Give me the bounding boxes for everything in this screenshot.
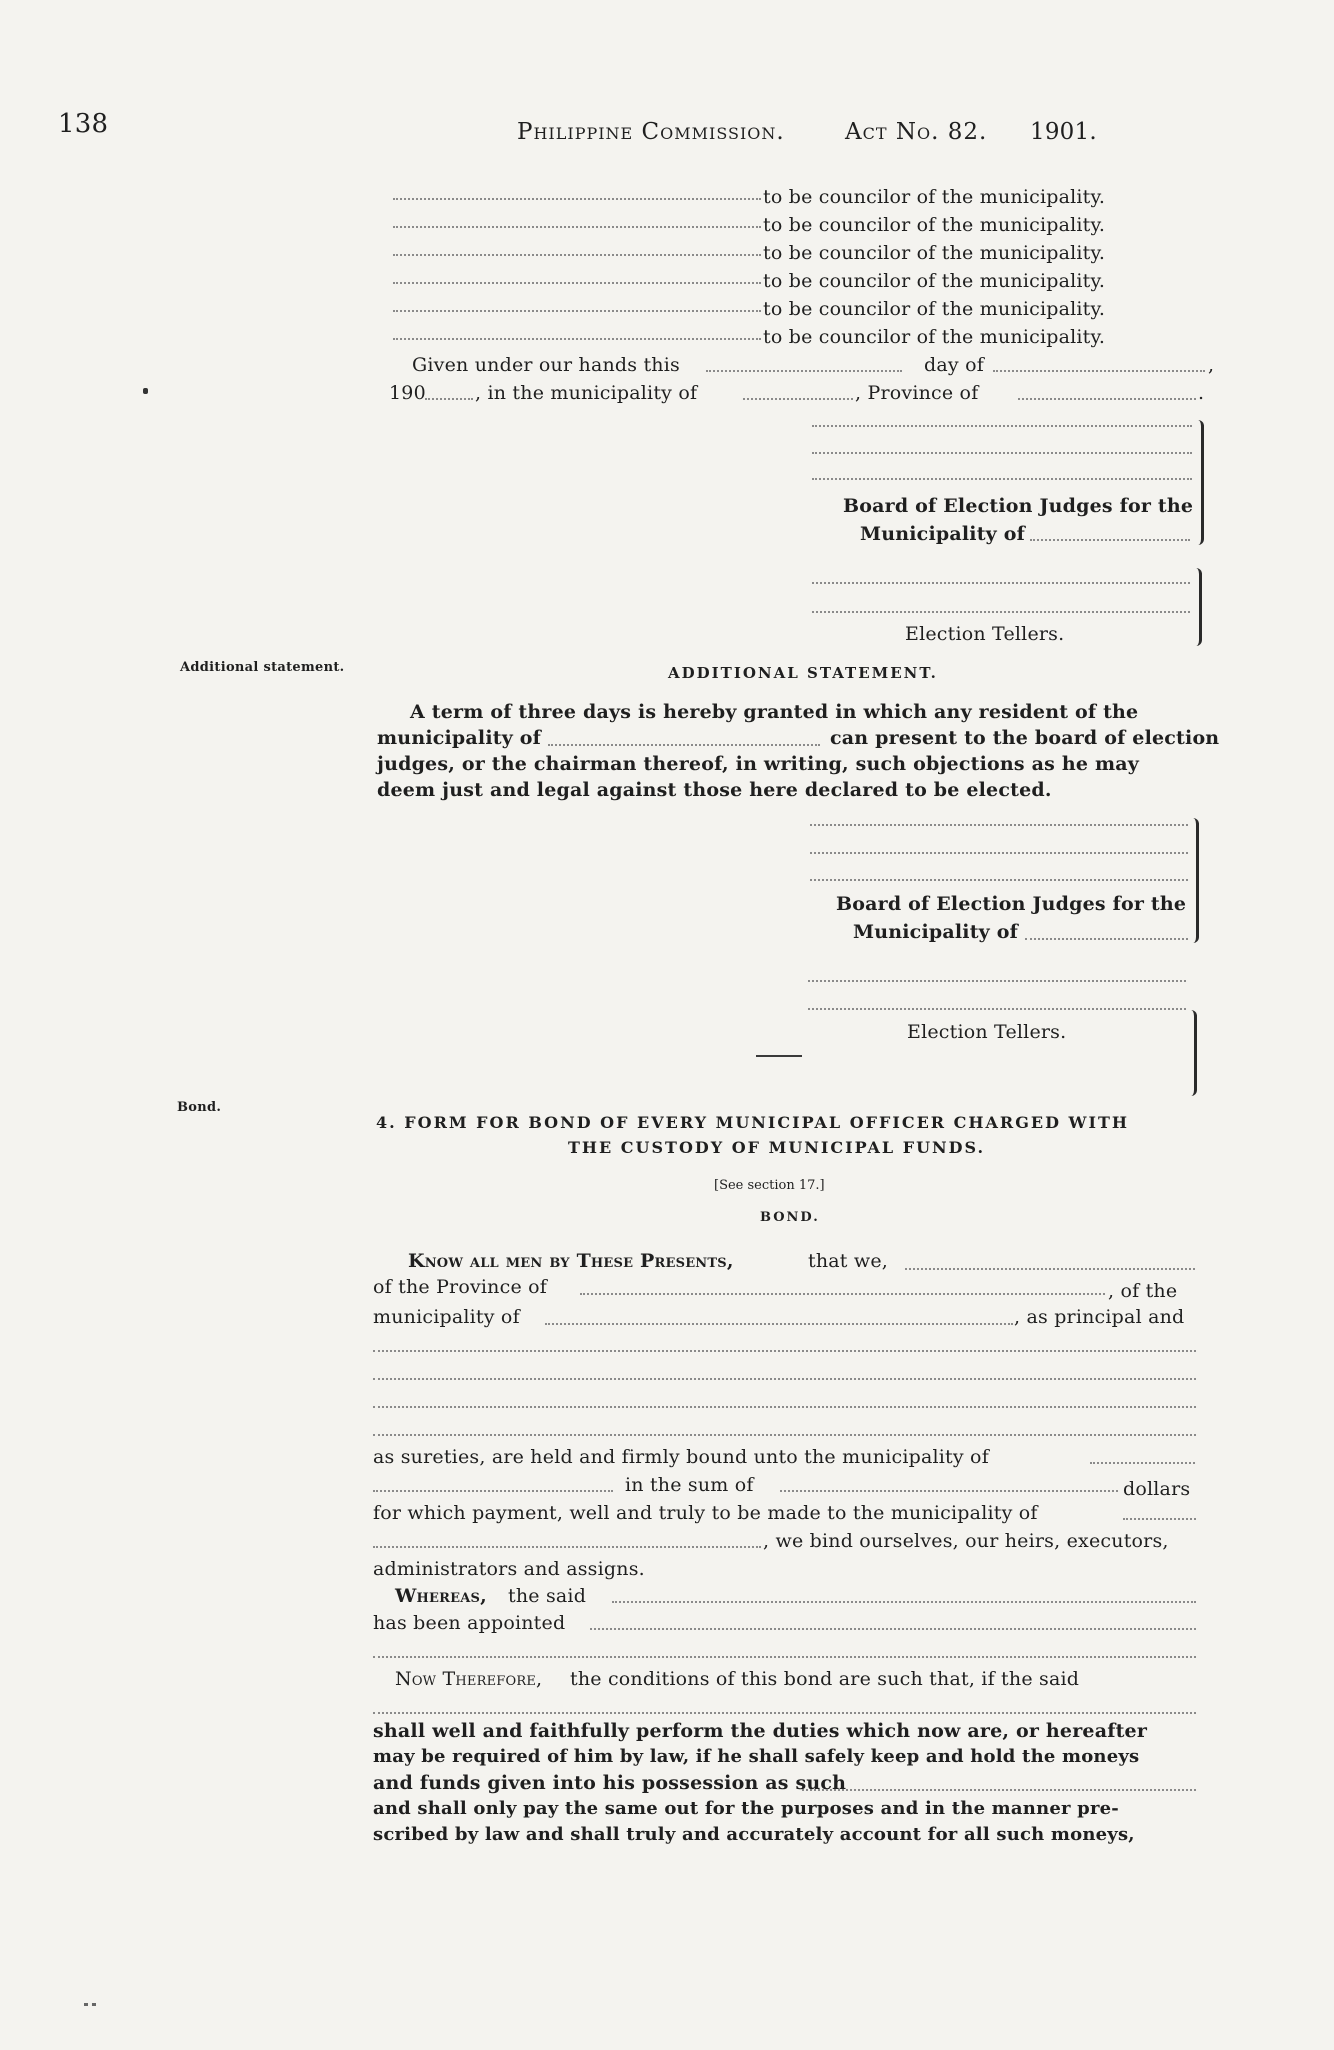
- bond-text: in the sum of: [625, 1474, 754, 1496]
- dotted-line: [1123, 1518, 1196, 1520]
- bond-text: the conditions of this bond are such that, if the said: [570, 1668, 1080, 1690]
- dotted-line: [580, 1293, 1105, 1295]
- councilor-line: to be councilor of the municipality.: [763, 298, 1106, 320]
- dotted-line: [1018, 398, 1196, 400]
- paragraph-line: can present to the board of election: [830, 727, 1220, 749]
- paragraph-line: deem just and legal against those here declared to be elected.: [377, 779, 1052, 801]
- whereas: Whereas,: [395, 1585, 487, 1607]
- dotted-line: [780, 1490, 1118, 1492]
- bond-text: has been appointed: [373, 1612, 566, 1634]
- section-reference: [See section 17.]: [714, 1178, 825, 1193]
- bond-text: , of the: [1108, 1280, 1178, 1302]
- dotted-line: [1090, 1462, 1195, 1464]
- form-heading-line2: THE CUSTODY OF MUNICIPAL FUNDS.: [568, 1138, 986, 1157]
- know-all-men: Know all men by These Presents,: [408, 1250, 734, 1272]
- given-text-a: Given under our hands this: [412, 354, 680, 376]
- signature-line: [810, 852, 1188, 854]
- section-heading: ADDITIONAL STATEMENT.: [668, 664, 938, 682]
- signature-line: [810, 824, 1188, 826]
- bracket: [1195, 420, 1204, 545]
- dotted-line: [393, 226, 761, 228]
- dotted-line: [545, 1323, 1013, 1325]
- given-municipality: , in the municipality of: [475, 382, 698, 404]
- tellers-label: Election Tellers.: [905, 623, 1065, 645]
- surety-line: [373, 1378, 1196, 1380]
- dotted-line: [373, 1490, 613, 1492]
- page-number: 138: [58, 109, 109, 139]
- year: 1901.: [1030, 119, 1097, 145]
- surety-line: [373, 1350, 1196, 1352]
- surety-line: [373, 1406, 1196, 1408]
- section-divider: [756, 1055, 802, 1057]
- given-period: .: [1198, 382, 1205, 404]
- board-municipality: Municipality of: [853, 921, 1018, 943]
- dotted-line: [612, 1601, 1196, 1603]
- councilor-line: to be councilor of the municipality.: [763, 326, 1106, 348]
- dotted-line: [393, 198, 761, 200]
- dotted-line: [393, 310, 761, 312]
- bond-text: municipality of: [373, 1306, 520, 1328]
- bond-text: may be required of him by law, if he shall safely keep and hold the moneys: [373, 1746, 1140, 1767]
- bond-text: that we,: [808, 1250, 889, 1272]
- bond-text: of the Province of: [373, 1276, 548, 1298]
- signature-line: [810, 879, 1188, 881]
- bracket: [1188, 1010, 1197, 1096]
- dotted-line: [373, 1546, 761, 1548]
- board-municipality: Municipality of: [860, 523, 1025, 545]
- paragraph-line: A term of three days is hereby granted in which any resident of the: [410, 701, 1139, 723]
- stray-mark: [143, 388, 148, 394]
- councilor-line: to be councilor of the municipality.: [763, 214, 1106, 236]
- signature-line: [812, 452, 1192, 454]
- dotted-line: [1030, 539, 1190, 541]
- board-label: Board of Election Judges for the: [836, 893, 1187, 915]
- bond-text: , we bind ourselves, our heirs, executors,: [763, 1530, 1169, 1552]
- board-label: Board of Election Judges for the: [843, 495, 1194, 517]
- dotted-line: [743, 398, 853, 400]
- dotted-line: [706, 370, 902, 372]
- signature-line: [812, 582, 1190, 584]
- signature-line: [808, 1008, 1186, 1010]
- dotted-line: [802, 1789, 1196, 1791]
- margin-note-additional: Additional statement.: [180, 660, 345, 675]
- bracket: [1190, 818, 1199, 943]
- margin-note-bond: Bond.: [177, 1100, 222, 1115]
- dotted-line: [548, 744, 820, 746]
- signature-line: [812, 425, 1192, 427]
- dotted-line: [373, 1656, 1196, 1658]
- running-title: Philippine Commission.: [517, 119, 785, 145]
- given-year: 190: [389, 382, 426, 404]
- councilor-line: to be councilor of the municipality.: [763, 186, 1106, 208]
- dotted-line: [373, 1712, 1196, 1714]
- now-therefore: Now Therefore,: [395, 1668, 543, 1690]
- act-number: Act No. 82.: [845, 119, 988, 145]
- given-text-b: day of: [924, 354, 984, 376]
- bond-text: as sureties, are held and firmly bound unto the municipality of: [373, 1446, 989, 1468]
- bond-text: , as principal and: [1014, 1306, 1185, 1328]
- dotted-line: [993, 370, 1205, 372]
- dotted-line: [590, 1628, 1196, 1630]
- bond-text: and funds given into his possession as such: [373, 1772, 847, 1794]
- paragraph-line: municipality of: [377, 727, 542, 749]
- signature-line: [812, 611, 1190, 613]
- stray-mark: [84, 1999, 96, 2006]
- tellers-label: Election Tellers.: [907, 1021, 1067, 1043]
- dotted-line: [393, 254, 761, 256]
- surety-line: [373, 1434, 1196, 1436]
- paragraph-line: judges, or the chairman thereof, in writing, such objections as he may: [377, 753, 1140, 775]
- dotted-line: [393, 338, 761, 340]
- given-province: , Province of: [855, 382, 979, 404]
- bond-text: for which payment, well and truly to be made to the municipality of: [373, 1502, 1038, 1524]
- bond-text: scribed by law and shall truly and accurately account for all such moneys,: [373, 1824, 1135, 1845]
- signature-line: [808, 980, 1186, 982]
- dotted-line: [393, 282, 761, 284]
- bracket: [1193, 568, 1202, 646]
- bond-text: the said: [508, 1585, 587, 1607]
- bond-text: administrators and assigns.: [373, 1558, 645, 1580]
- councilor-line: to be councilor of the municipality.: [763, 270, 1106, 292]
- dotted-line: [1025, 938, 1188, 940]
- bond-text: dollars: [1123, 1478, 1191, 1500]
- bond-heading: BOND.: [760, 1210, 820, 1225]
- form-heading-line1: 4. FORM FOR BOND OF EVERY MUNICIPAL OFFICER CHARGED WITH: [376, 1113, 1129, 1132]
- dotted-line: [905, 1268, 1195, 1270]
- councilor-line: to be councilor of the municipality.: [763, 242, 1106, 264]
- given-text-c: ,: [1208, 354, 1215, 376]
- bond-text: shall well and faithfully perform the duties which now are, or hereafter: [373, 1720, 1148, 1742]
- dotted-line: [425, 398, 473, 400]
- bond-text: and shall only pay the same out for the purposes and in the manner pre-: [373, 1798, 1119, 1819]
- signature-line: [812, 478, 1192, 480]
